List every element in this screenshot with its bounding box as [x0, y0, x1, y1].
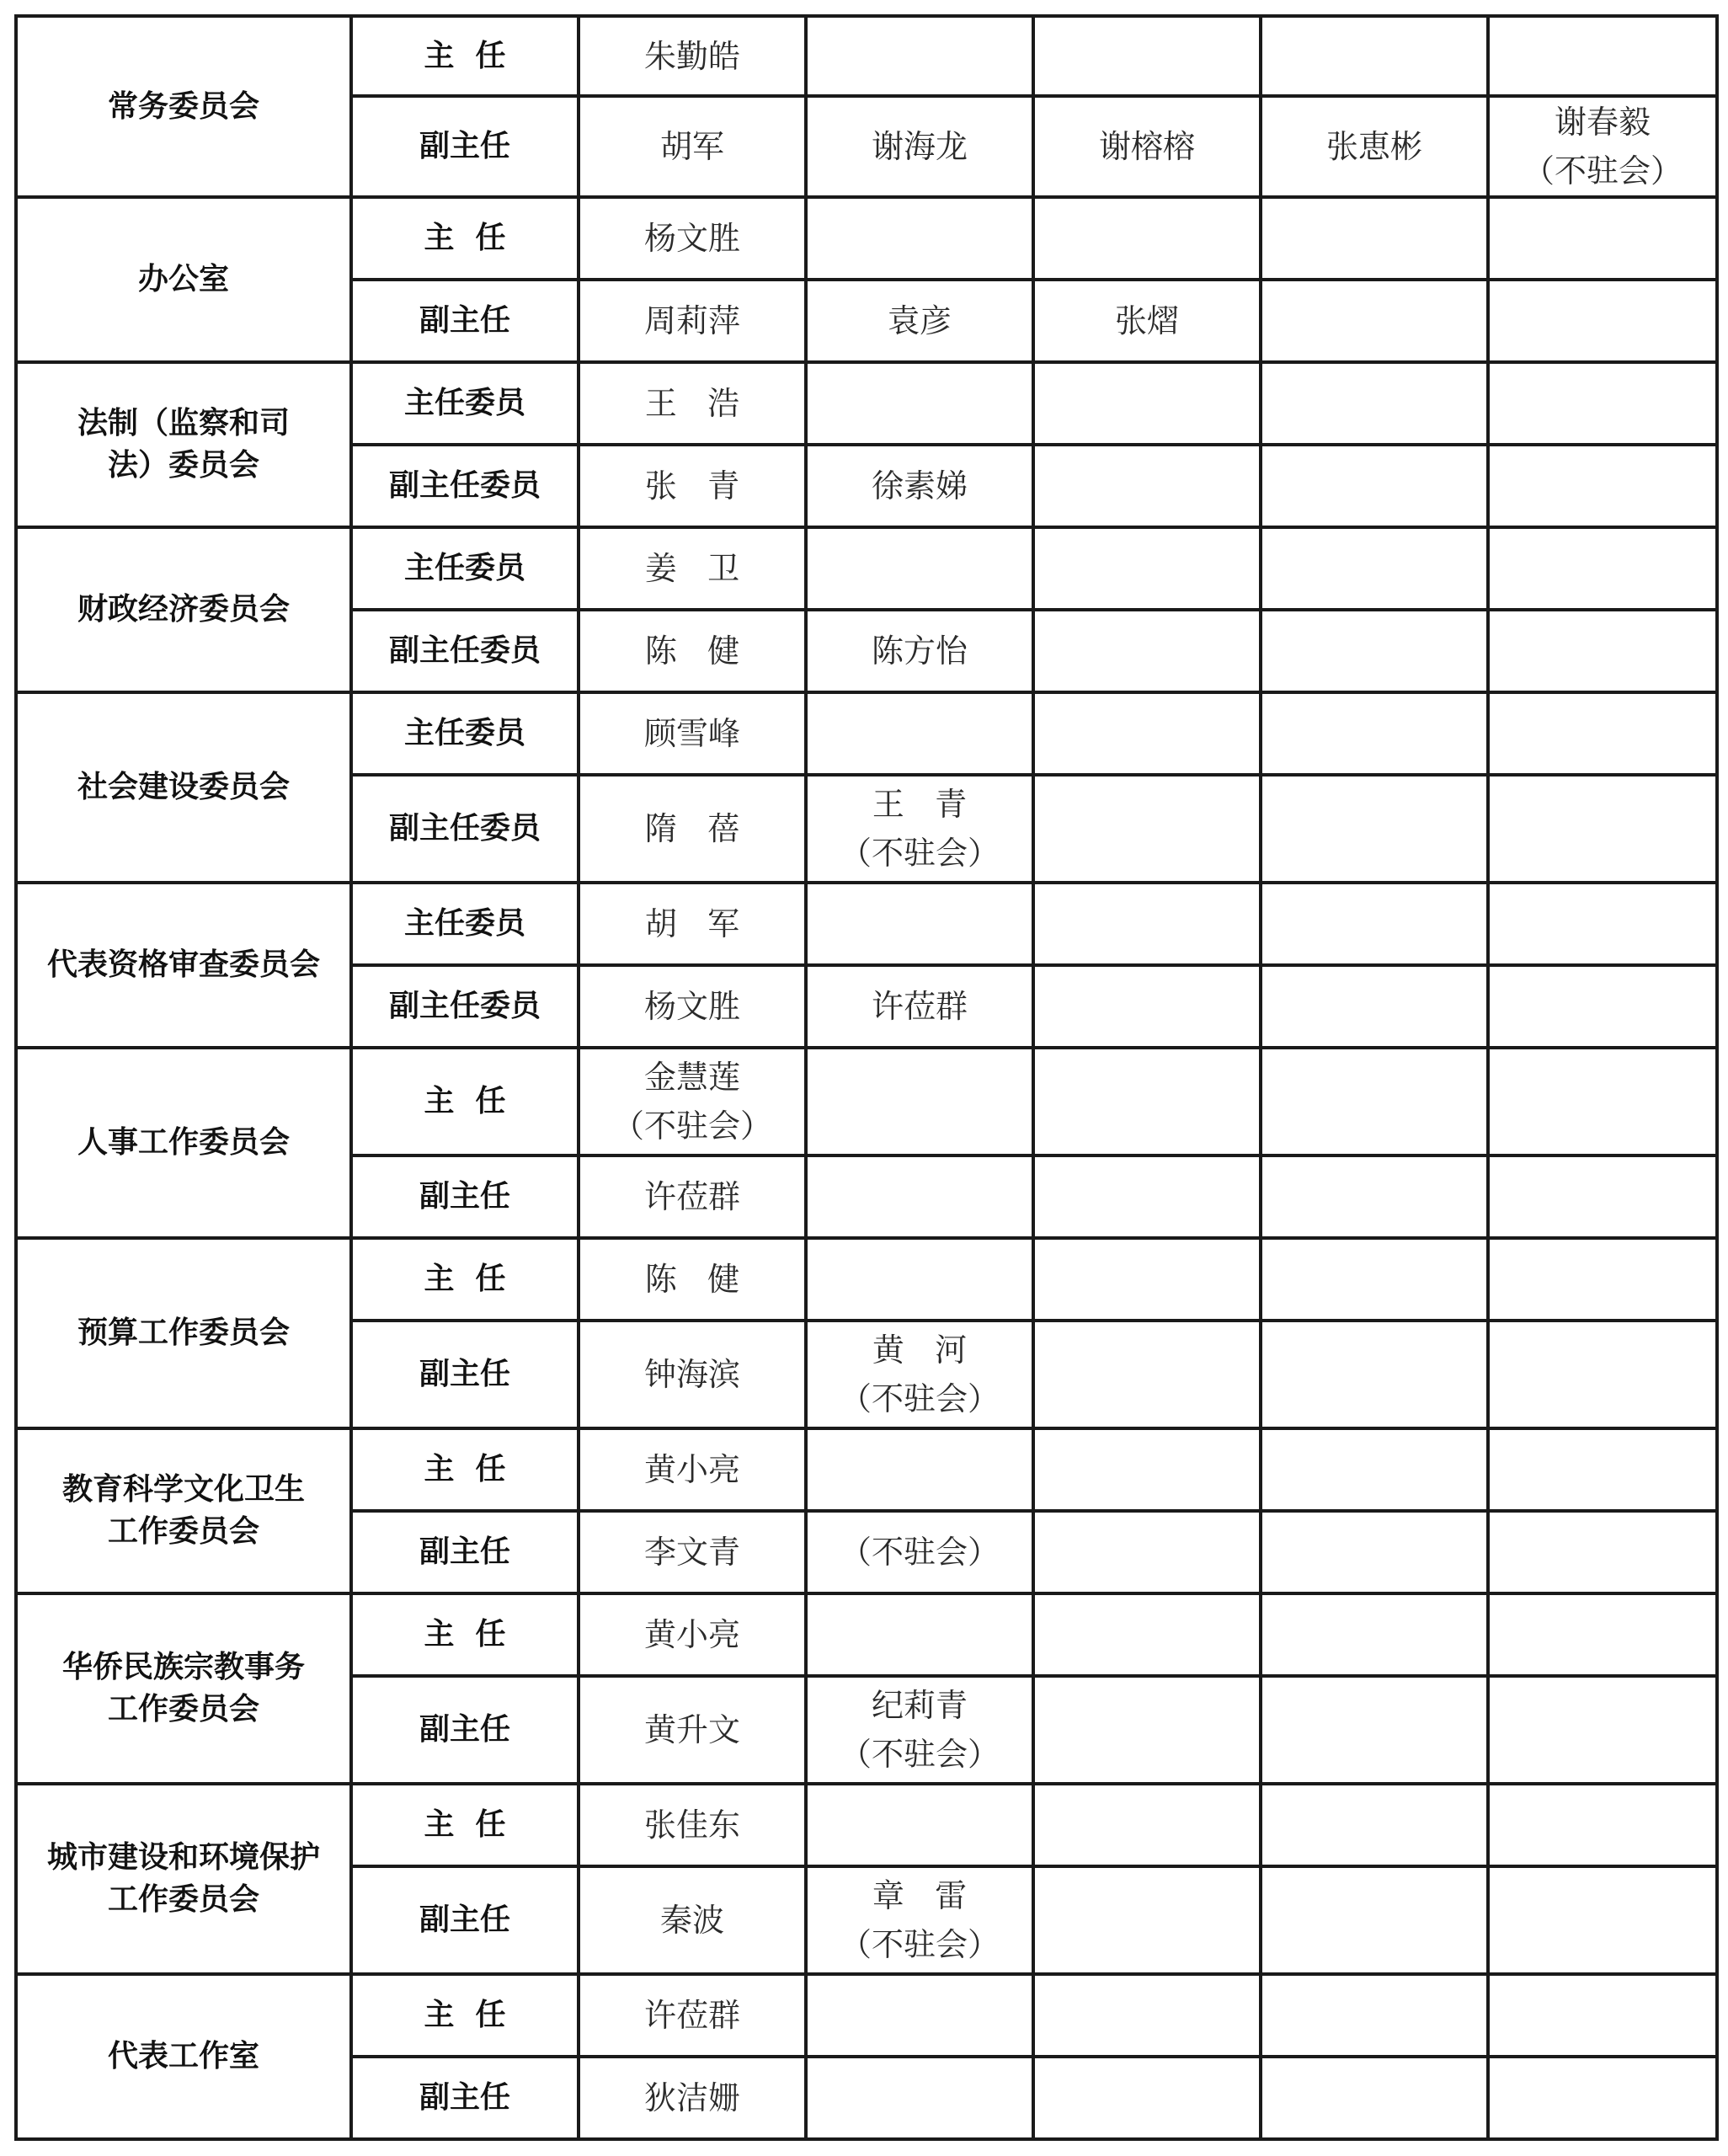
member-name-cell	[1033, 1866, 1261, 1974]
member-name: 谢春毅	[1554, 104, 1651, 141]
member-name-cell	[579, 1676, 806, 1784]
member-name: 姜 卫	[644, 550, 740, 587]
department-name-line: 预算工作委员会	[77, 1315, 290, 1350]
member-name-cell	[579, 1593, 806, 1676]
member-name: 周莉萍	[643, 302, 740, 339]
member-name-cell	[579, 775, 806, 883]
member-name-cell	[1261, 96, 1488, 197]
member-name-cell	[806, 1155, 1033, 1238]
member-name-cell	[1488, 16, 1717, 96]
member-name-cell	[1488, 775, 1717, 883]
member-name-cell	[806, 1593, 1033, 1676]
member-name-cell	[1261, 1511, 1488, 1593]
position-title: 主 任	[424, 1262, 506, 1296]
member-name-cell	[579, 527, 806, 610]
department-name-cell	[16, 527, 351, 692]
member-name-cell	[806, 692, 1033, 775]
member-name-cell	[1261, 883, 1488, 965]
member-name: 狄洁姗	[643, 2079, 740, 2116]
member-name-cell	[806, 883, 1033, 965]
position-title: 主 任	[424, 1452, 506, 1486]
member-name-cell	[1488, 1238, 1717, 1321]
member-name-cell	[1261, 965, 1488, 1048]
member-name-cell	[806, 280, 1033, 362]
member-name-cell	[806, 527, 1033, 610]
member-name-cell	[579, 883, 806, 965]
department-name-cell	[16, 16, 351, 197]
position-title-cell	[351, 1593, 579, 1676]
member-name-cell	[1488, 445, 1717, 527]
member-name-cell	[1033, 527, 1261, 610]
table-row	[16, 1048, 1717, 1155]
member-name-cell	[1033, 692, 1261, 775]
position-title-cell	[351, 280, 579, 362]
member-name-cell	[1033, 362, 1261, 445]
position-title-cell	[351, 965, 579, 1048]
member-name-cell	[1261, 16, 1488, 96]
member-name-cell	[1033, 1676, 1261, 1784]
department-name-cell	[16, 1428, 351, 1593]
table-row	[16, 1238, 1717, 1321]
department-name-line: 财政经济委员会	[77, 592, 290, 627]
member-name: 胡军	[659, 128, 724, 165]
position-title: 主 任	[424, 1807, 506, 1842]
position-title-cell	[351, 610, 579, 692]
member-name: 袁彦	[887, 302, 952, 339]
member-name-cell	[1033, 1238, 1261, 1321]
member-name: 章 雷	[872, 1877, 968, 1914]
member-name-cell	[806, 445, 1033, 527]
member-name-cell	[1033, 96, 1261, 197]
member-name-cell	[579, 1238, 806, 1321]
member-name-cell	[1033, 883, 1261, 965]
member-name-cell	[1488, 362, 1717, 445]
position-title-cell	[351, 1321, 579, 1428]
member-name-cell	[806, 965, 1033, 1048]
member-name-cell	[1261, 1974, 1488, 2057]
table-row	[16, 527, 1717, 610]
member-name: 张佳东	[643, 1806, 740, 1844]
position-title: 副主任委员	[388, 811, 541, 846]
member-name: 纪莉青	[871, 1687, 968, 1724]
member-name: 王 浩	[644, 385, 740, 422]
member-name-cell	[1488, 610, 1717, 692]
member-name-cell	[579, 445, 806, 527]
member-name-cell	[1488, 1974, 1717, 2057]
member-name-cell	[806, 1974, 1033, 2057]
member-note: （不驻会）	[839, 1926, 1000, 1963]
member-name-cell	[1488, 527, 1717, 610]
member-name-cell	[1033, 280, 1261, 362]
position-title-cell	[351, 197, 579, 280]
member-name-cell	[1261, 445, 1488, 527]
position-title: 副主任	[419, 1903, 510, 1937]
department-name-cell	[16, 1048, 351, 1238]
member-name-cell	[1033, 1048, 1261, 1155]
member-name: 陈 健	[644, 1261, 740, 1298]
position-title: 副主任	[419, 129, 510, 163]
table-row	[16, 883, 1717, 965]
member-name-cell	[579, 610, 806, 692]
department-name-cell	[16, 883, 351, 1048]
department-name-cell	[16, 1974, 351, 2139]
member-name-cell	[1033, 775, 1261, 883]
member-name-cell	[579, 692, 806, 775]
position-title-cell	[351, 445, 579, 527]
department-name-line: 法制（监察和司	[77, 406, 290, 440]
member-name-cell	[579, 1321, 806, 1428]
member-name-cell	[806, 1238, 1033, 1321]
position-title-cell	[351, 2057, 579, 2139]
member-name-cell	[1261, 692, 1488, 775]
member-name-cell	[806, 16, 1033, 96]
position-title: 副主任	[419, 1534, 510, 1569]
member-name-cell	[806, 610, 1033, 692]
member-name-cell	[1488, 1428, 1717, 1511]
member-name-cell	[1261, 1866, 1488, 1974]
position-title: 主任委员	[403, 551, 525, 585]
member-name: 王 青	[872, 786, 968, 823]
position-title: 主 任	[424, 221, 506, 255]
member-name-cell	[1033, 1784, 1261, 1866]
position-title-cell	[351, 1784, 579, 1866]
table-row	[16, 362, 1717, 445]
member-name: 张 青	[644, 467, 740, 504]
position-title-cell	[351, 775, 579, 883]
member-name-cell	[1033, 2057, 1261, 2139]
member-name-cell	[806, 1048, 1033, 1155]
position-title: 副主任	[419, 1712, 510, 1747]
member-name-cell	[1488, 883, 1717, 965]
department-name-cell	[16, 197, 351, 362]
member-name: （不驻会）	[839, 1534, 1000, 1571]
member-name-cell	[806, 362, 1033, 445]
member-name: 谢榕榕	[1098, 128, 1195, 165]
member-name-cell	[1488, 965, 1717, 1048]
member-name-cell	[1033, 610, 1261, 692]
member-note: （不驻会）	[839, 835, 1000, 872]
member-name: 钟海滨	[643, 1356, 740, 1393]
table-row	[16, 197, 1717, 280]
member-name-cell	[806, 1321, 1033, 1428]
member-name-cell	[579, 1866, 806, 1974]
member-name-cell	[806, 2057, 1033, 2139]
department-name-line: 工作委员会	[107, 1692, 259, 1726]
member-name-cell	[579, 96, 806, 197]
member-name-cell	[579, 16, 806, 96]
position-title: 副主任委员	[388, 633, 541, 668]
position-title: 副主任委员	[388, 468, 541, 503]
department-name-cell	[16, 692, 351, 883]
member-name-cell	[1261, 197, 1488, 280]
department-name-line: 人事工作委员会	[77, 1125, 290, 1160]
position-title-cell	[351, 96, 579, 197]
member-name-cell	[1261, 527, 1488, 610]
member-name-cell	[806, 1784, 1033, 1866]
department-name-cell	[16, 362, 351, 527]
position-title: 主 任	[424, 1617, 506, 1652]
member-name: 杨文胜	[643, 220, 740, 257]
member-name-cell	[1033, 1428, 1261, 1511]
position-title-cell	[351, 362, 579, 445]
member-name-cell	[1261, 280, 1488, 362]
position-title-cell	[351, 1511, 579, 1593]
member-name-cell	[579, 197, 806, 280]
member-name-cell	[1033, 1593, 1261, 1676]
department-name-line: 工作委员会	[107, 1882, 259, 1917]
member-note: （不驻会）	[839, 1736, 1000, 1773]
position-title-cell	[351, 1155, 579, 1238]
position-title: 主 任	[424, 1998, 506, 2032]
member-name: 陈方怡	[871, 632, 968, 670]
member-name: 朱勤皓	[643, 37, 740, 75]
position-title: 主任委员	[403, 716, 525, 750]
position-title-cell	[351, 16, 579, 96]
member-note: （不驻会）	[1522, 152, 1683, 189]
position-title: 副主任	[419, 303, 510, 338]
committee-staff-table	[14, 14, 1719, 2141]
position-title-cell	[351, 1866, 579, 1974]
member-name: 金慧莲	[643, 1059, 740, 1096]
position-title: 副主任委员	[388, 989, 541, 1023]
position-title-cell	[351, 1676, 579, 1784]
department-name-line: 代表资格审查委员会	[46, 947, 320, 982]
department-name-line: 代表工作室	[107, 2039, 259, 2073]
member-name-cell	[1033, 197, 1261, 280]
table-row	[16, 16, 1717, 96]
member-name: 徐素娣	[871, 467, 968, 504]
position-title-cell	[351, 692, 579, 775]
member-name-cell	[806, 775, 1033, 883]
department-name-line: 常务委员会	[107, 88, 259, 124]
position-title: 主 任	[424, 1084, 506, 1118]
member-name-cell	[1033, 965, 1261, 1048]
member-name-cell	[579, 1428, 806, 1511]
member-name-cell	[1033, 1974, 1261, 2057]
member-name: 张熠	[1114, 302, 1179, 339]
member-name-cell	[1033, 1155, 1261, 1238]
member-name: 谢海龙	[871, 128, 968, 165]
member-name-cell	[1261, 1321, 1488, 1428]
table-row	[16, 1974, 1717, 2057]
member-name: 胡 军	[644, 905, 740, 942]
member-name-cell	[1033, 1511, 1261, 1593]
member-name-cell	[806, 1676, 1033, 1784]
department-name-line: 教育科学文化卫生	[61, 1472, 305, 1507]
member-name-cell	[1488, 1155, 1717, 1238]
member-name-cell	[579, 362, 806, 445]
member-name: 隋 蓓	[644, 810, 740, 847]
member-name-cell	[1261, 610, 1488, 692]
member-name-cell	[806, 1866, 1033, 1974]
table-row	[16, 1784, 1717, 1866]
member-name-cell	[579, 1048, 806, 1155]
member-name-cell	[1488, 692, 1717, 775]
member-name: 张恵彬	[1325, 128, 1422, 165]
member-name-cell	[1488, 1784, 1717, 1866]
member-name: 黄升文	[643, 1711, 740, 1748]
member-name: 陈 健	[644, 632, 740, 670]
member-name-cell	[806, 96, 1033, 197]
member-name-cell	[1488, 280, 1717, 362]
position-title: 主任委员	[403, 906, 525, 941]
member-name-cell	[1033, 1321, 1261, 1428]
member-name-cell	[1488, 1593, 1717, 1676]
member-name: 许莅群	[871, 988, 968, 1025]
member-name-cell	[1261, 1784, 1488, 1866]
member-note: （不驻会）	[839, 1380, 1000, 1417]
member-name-cell	[1488, 1866, 1717, 1974]
member-name-cell	[1488, 1321, 1717, 1428]
member-name: 黄 河	[872, 1331, 968, 1369]
member-name-cell	[806, 1428, 1033, 1511]
member-note: （不驻会）	[611, 1107, 772, 1145]
member-name-cell	[1488, 2057, 1717, 2139]
position-title: 主任委员	[403, 386, 525, 420]
member-name: 李文青	[643, 1534, 740, 1571]
member-name-cell	[806, 197, 1033, 280]
member-name-cell	[1488, 1511, 1717, 1593]
department-name-line: 法）委员会	[107, 448, 259, 483]
position-title-cell	[351, 527, 579, 610]
member-name-cell	[1261, 2057, 1488, 2139]
position-title-cell	[351, 883, 579, 965]
department-name-cell	[16, 1593, 351, 1784]
department-name-line: 城市建设和环境保护	[46, 1840, 320, 1875]
member-name: 秦波	[659, 1902, 724, 1939]
member-name: 黄小亮	[643, 1616, 740, 1653]
member-name-cell	[806, 1511, 1033, 1593]
member-name-cell	[1261, 1048, 1488, 1155]
position-title-cell	[351, 1238, 579, 1321]
member-name-cell	[1488, 1048, 1717, 1155]
position-title-cell	[351, 1974, 579, 2057]
position-title: 副主任	[419, 1179, 510, 1214]
department-name-line: 华侨民族宗教事务	[61, 1650, 305, 1684]
member-name-cell	[1261, 1676, 1488, 1784]
position-title: 副主任	[419, 1357, 510, 1391]
member-name-cell	[579, 1155, 806, 1238]
department-name-cell	[16, 1784, 351, 1974]
member-name-cell	[1488, 96, 1717, 197]
department-name-cell	[16, 1238, 351, 1428]
member-name-cell	[1261, 1428, 1488, 1511]
table-row	[16, 1428, 1717, 1511]
member-name-cell	[579, 965, 806, 1048]
member-name-cell	[1033, 16, 1261, 96]
member-name-cell	[1261, 1155, 1488, 1238]
member-name: 黄小亮	[643, 1451, 740, 1488]
member-name-cell	[1261, 362, 1488, 445]
member-name-cell	[1261, 775, 1488, 883]
member-name: 顾雪峰	[643, 715, 740, 752]
department-name-line: 社会建设委员会	[77, 770, 290, 804]
table-row	[16, 692, 1717, 775]
member-name-cell	[579, 280, 806, 362]
member-name-cell	[1261, 1238, 1488, 1321]
department-name-line: 办公室	[137, 262, 229, 296]
member-name-cell	[1033, 445, 1261, 527]
member-name-cell	[579, 1784, 806, 1866]
member-name-cell	[1261, 1593, 1488, 1676]
table-row	[16, 1593, 1717, 1676]
member-name: 许莅群	[643, 1178, 740, 1215]
position-title: 主 任	[424, 38, 506, 73]
member-name: 杨文胜	[643, 988, 740, 1025]
member-name-cell	[1488, 197, 1717, 280]
department-name-line: 工作委员会	[107, 1514, 259, 1549]
table-body	[16, 16, 1717, 2139]
member-name: 许莅群	[643, 1997, 740, 2034]
position-title-cell	[351, 1048, 579, 1155]
member-name-cell	[579, 1511, 806, 1593]
member-name-cell	[579, 1974, 806, 2057]
position-title-cell	[351, 1428, 579, 1511]
position-title: 副主任	[419, 2080, 510, 2115]
member-name-cell	[579, 2057, 806, 2139]
member-name-cell	[1488, 1676, 1717, 1784]
